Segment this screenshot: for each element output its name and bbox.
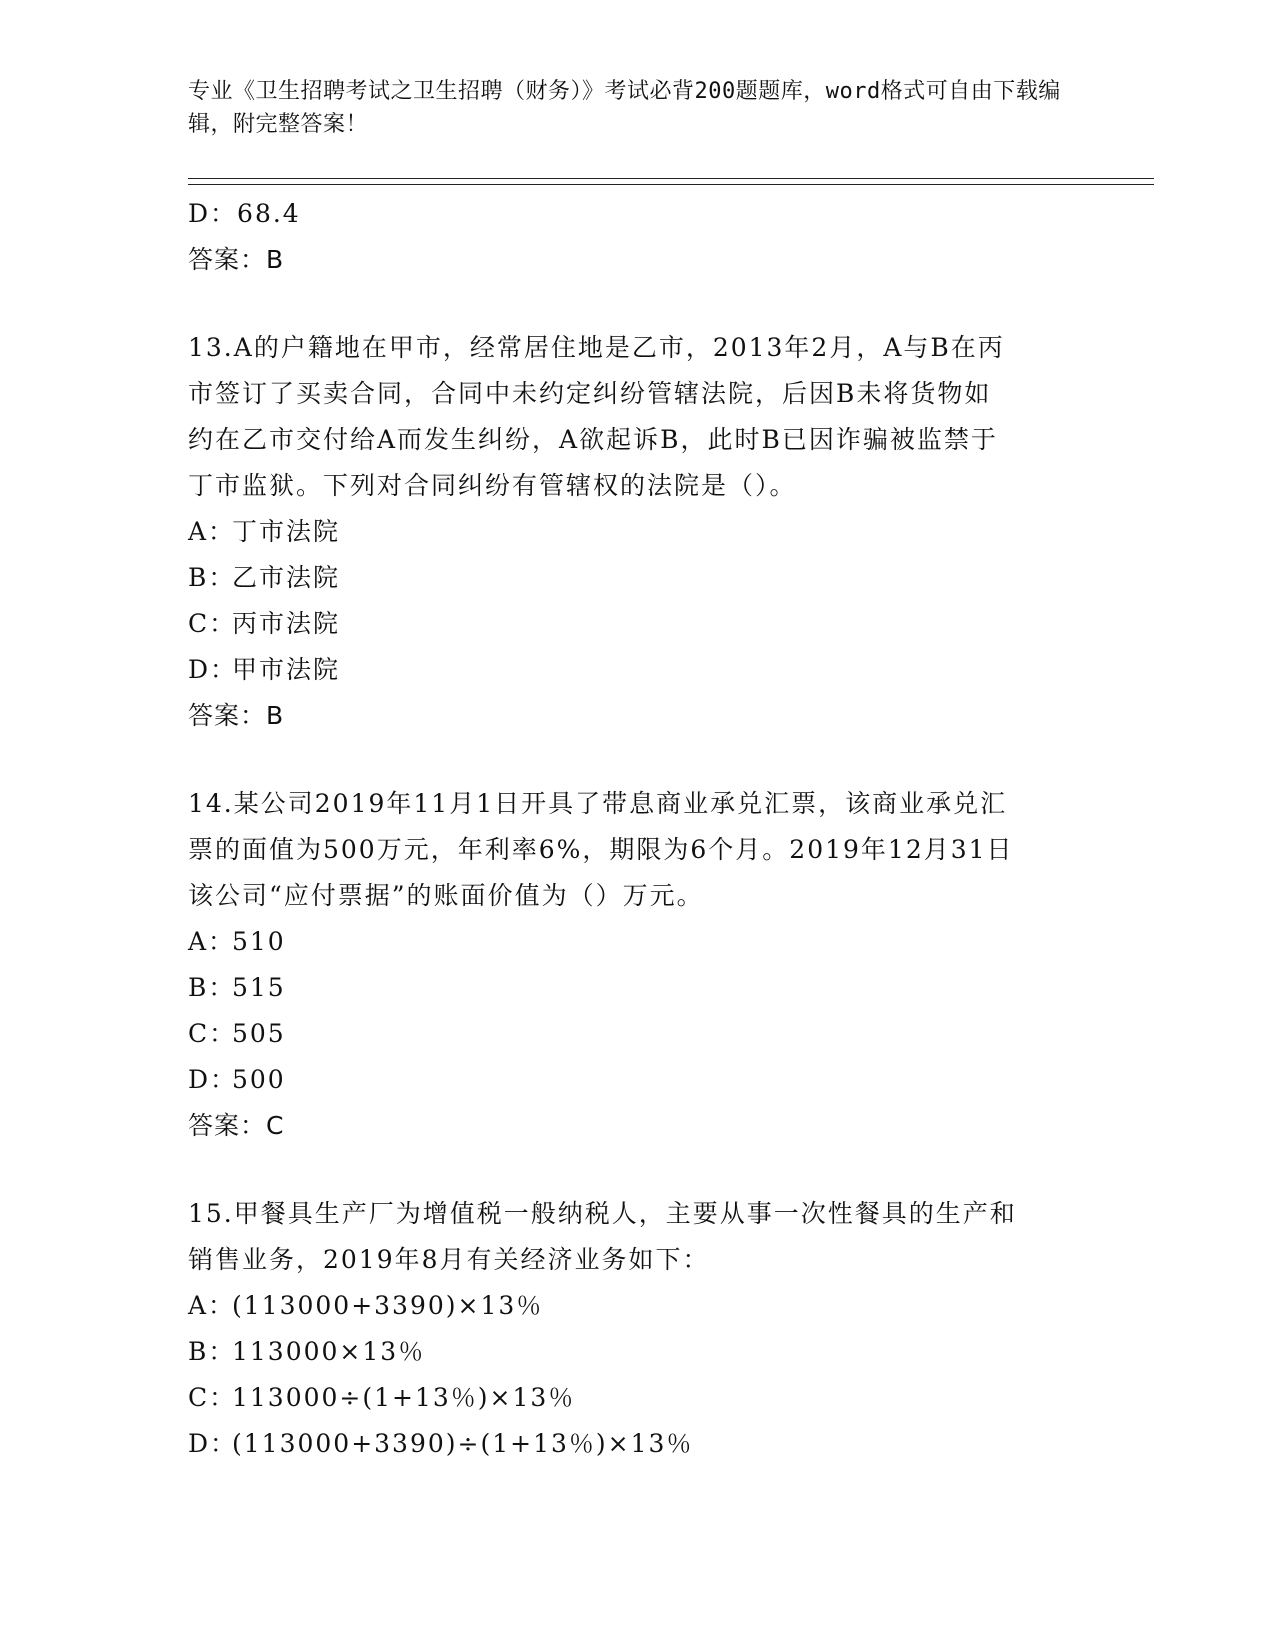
question-13-option-a <box>188 509 1088 555</box>
question-15-stem-line-2: 销售业务，2019年8月有关经济业务如下： <box>188 1245 710 1274</box>
question-14-answer: 答案：C <box>188 1111 285 1140</box>
option-label: B： <box>188 973 236 1002</box>
question-15 <box>188 1191 1088 1467</box>
option-text: 113000÷(1+13％)×13％ <box>232 1383 576 1412</box>
question-14-option-d <box>188 1057 1088 1103</box>
option-label: D： <box>188 655 238 684</box>
question-14-option-b <box>188 965 1088 1011</box>
question-13-stem-line-3: 约在乙市交付给A而发生纠纷，A欲起诉B，此时B已因诈骗被监禁于 <box>188 425 998 454</box>
option-label: A： <box>188 927 236 956</box>
question-15-stem-line-1: 15.甲餐具生产厂为增值税一般纳税人，主要从事一次性餐具的生产和 <box>188 1199 1017 1228</box>
option-text: 113000×13％ <box>232 1337 426 1366</box>
option-text: (113000+3390)×13％ <box>232 1291 544 1320</box>
question-13-option-c <box>188 601 1088 647</box>
option-label: A： <box>188 517 236 546</box>
option-label: C： <box>188 1019 237 1048</box>
option-text: (113000+3390)÷(1+13％)×13％ <box>232 1429 694 1458</box>
option-text: 丁市法院 <box>232 517 341 546</box>
question-15-option-d <box>188 1421 1088 1467</box>
spacer <box>188 739 1088 781</box>
option-text: 515 <box>232 973 286 1002</box>
option-text: 丙市法院 <box>232 609 341 638</box>
option-label: C： <box>188 1383 237 1412</box>
option-text: 505 <box>232 1019 286 1048</box>
carryover-answer: 答案：B <box>188 245 285 274</box>
question-15-option-b <box>188 1329 1088 1375</box>
question-13-stem-line-1: 13.A的户籍地在甲市，经常居住地是乙市，2013年2月，A与B在丙 <box>188 333 1005 362</box>
question-14-option-a <box>188 919 1088 965</box>
option-text: 甲市法院 <box>232 655 341 684</box>
question-15-option-c <box>188 1375 1088 1421</box>
option-label: D： <box>188 1429 238 1458</box>
option-text: 500 <box>232 1065 286 1094</box>
question-13-stem-line-4: 丁市监狱。下列对合同纠纷有管辖权的法院是（）。 <box>188 471 797 500</box>
document-header-title: 专业《卫生招聘考试之卫生招聘（财务）》考试必背200题题库，word格式可自由下载编辑，附完整答案！ <box>188 79 1061 137</box>
carryover-option-d: D：68.4 <box>188 199 301 228</box>
question-14-stem-line-1: 14.某公司2019年11月1日开具了带息商业承兑汇票，该商业承兑汇 <box>188 789 1008 818</box>
question-13-answer: 答案：B <box>188 701 285 730</box>
question-14-stem-line-3: 该公司“应付票据”的账面价值为（）万元。 <box>188 881 704 910</box>
question-13-stem-line-2: 市签订了买卖合同，合同中未约定纠纷管辖法院，后因B未将货物如 <box>188 379 992 408</box>
header-divider-top <box>188 178 1154 179</box>
question-15-option-a <box>188 1283 1088 1329</box>
option-label: B： <box>188 1337 236 1366</box>
header-divider-bottom <box>188 184 1154 185</box>
option-label: B： <box>188 563 236 592</box>
option-text: 510 <box>232 927 286 956</box>
question-14 <box>188 781 1088 1149</box>
spacer <box>188 1149 1088 1191</box>
option-label: C： <box>188 609 237 638</box>
option-text: 乙市法院 <box>232 563 341 592</box>
option-label: A： <box>188 1291 236 1320</box>
question-content <box>188 191 1088 1467</box>
option-label: D： <box>188 1065 238 1094</box>
question-13 <box>188 325 1088 739</box>
question-14-stem-line-2: 票的面值为500万元，年利率6%，期限为6个月。2019年12月31日 <box>188 835 1014 864</box>
spacer <box>188 283 1088 325</box>
question-13-option-b <box>188 555 1088 601</box>
question-14-option-c <box>188 1011 1088 1057</box>
question-13-option-d <box>188 647 1088 693</box>
